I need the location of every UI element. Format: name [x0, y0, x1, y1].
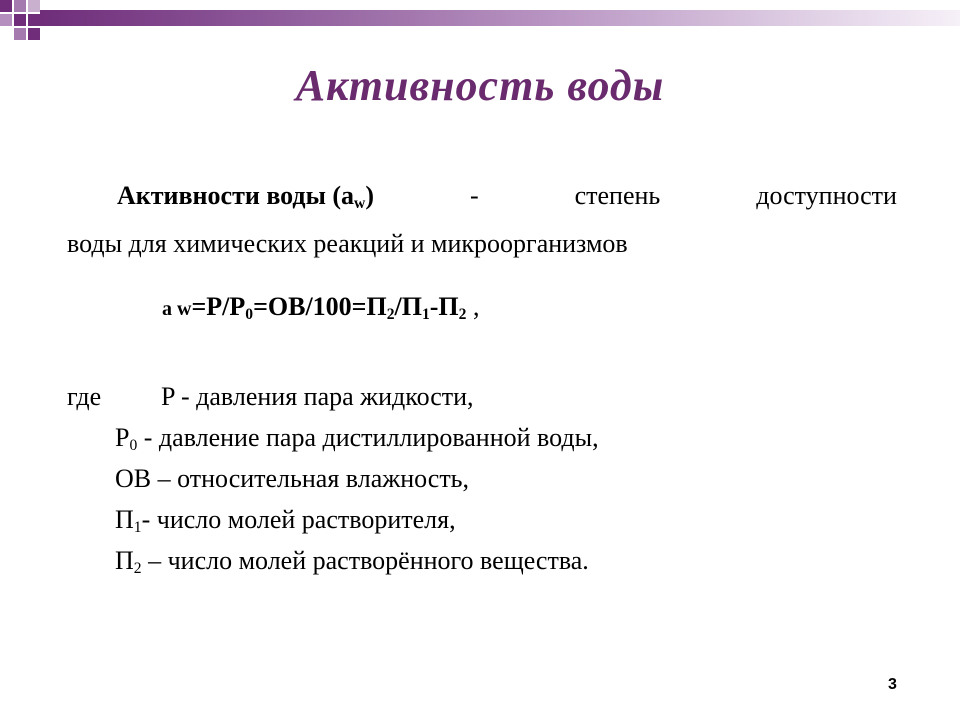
legend-definition: – число молей растворённого вещества. — [141, 546, 589, 575]
legend-row-pi1 — [67, 499, 599, 540]
legend-definition: - число молей растворителя, — [141, 505, 456, 534]
legend-row-p — [67, 376, 599, 417]
definition-line-2: воды для химических реакций и микроорганизмов — [67, 229, 628, 258]
definition-line-1 — [67, 172, 897, 220]
formula-part: -П — [429, 292, 459, 321]
legend-definition: ОВ – относительная влажность, — [115, 464, 470, 493]
decor-square — [28, 14, 40, 26]
water-activity-formula — [162, 292, 479, 322]
slide-title: Активность воды — [295, 61, 665, 110]
decor-square — [28, 0, 40, 12]
decor-square — [0, 14, 12, 26]
formula-sub: 1 — [421, 306, 430, 323]
definition-word: степень — [574, 181, 661, 210]
formula-comma: , — [466, 292, 480, 321]
legend-definition: - давление пара дистиллированной воды, — [137, 423, 599, 452]
legend-sub: 1 — [133, 519, 142, 536]
legend-row-ov — [67, 458, 599, 499]
formula-sub: 2 — [386, 306, 395, 323]
definition-word: доступности — [756, 181, 897, 210]
variable-legend — [67, 376, 599, 581]
legend-symbol: П — [115, 546, 134, 575]
legend-where-label: где — [67, 382, 102, 411]
formula-part: =P/P — [191, 292, 246, 321]
legend-sub: 2 — [133, 560, 142, 577]
definition-term: Активности воды $(a_w)$ — [117, 181, 374, 212]
legend-row-p0 — [67, 417, 599, 458]
definition-paragraph — [67, 172, 897, 268]
decor-square — [14, 14, 26, 26]
legend-sub: 0 — [129, 437, 138, 454]
header-gradient-bar — [40, 10, 960, 26]
legend-p-definition: P - давления пара жидкости, — [161, 382, 474, 411]
legend-symbol: П — [115, 505, 134, 534]
page-number: 3 — [888, 676, 897, 693]
legend-row-pi2 — [67, 540, 599, 581]
formula-sub: 2 — [458, 306, 467, 323]
definition-dash: - — [469, 181, 479, 210]
decor-square — [0, 0, 12, 12]
decorative-header — [0, 0, 960, 40]
legend-symbol: P — [115, 423, 130, 452]
decor-square — [14, 0, 26, 12]
decor-square — [28, 28, 40, 40]
formula-sub: 0 — [245, 306, 254, 323]
formula-aw: a w — [162, 298, 192, 320]
decor-square — [14, 28, 26, 40]
formula-part: =ОВ/100=П — [253, 292, 387, 321]
formula-part: /П — [394, 292, 422, 321]
